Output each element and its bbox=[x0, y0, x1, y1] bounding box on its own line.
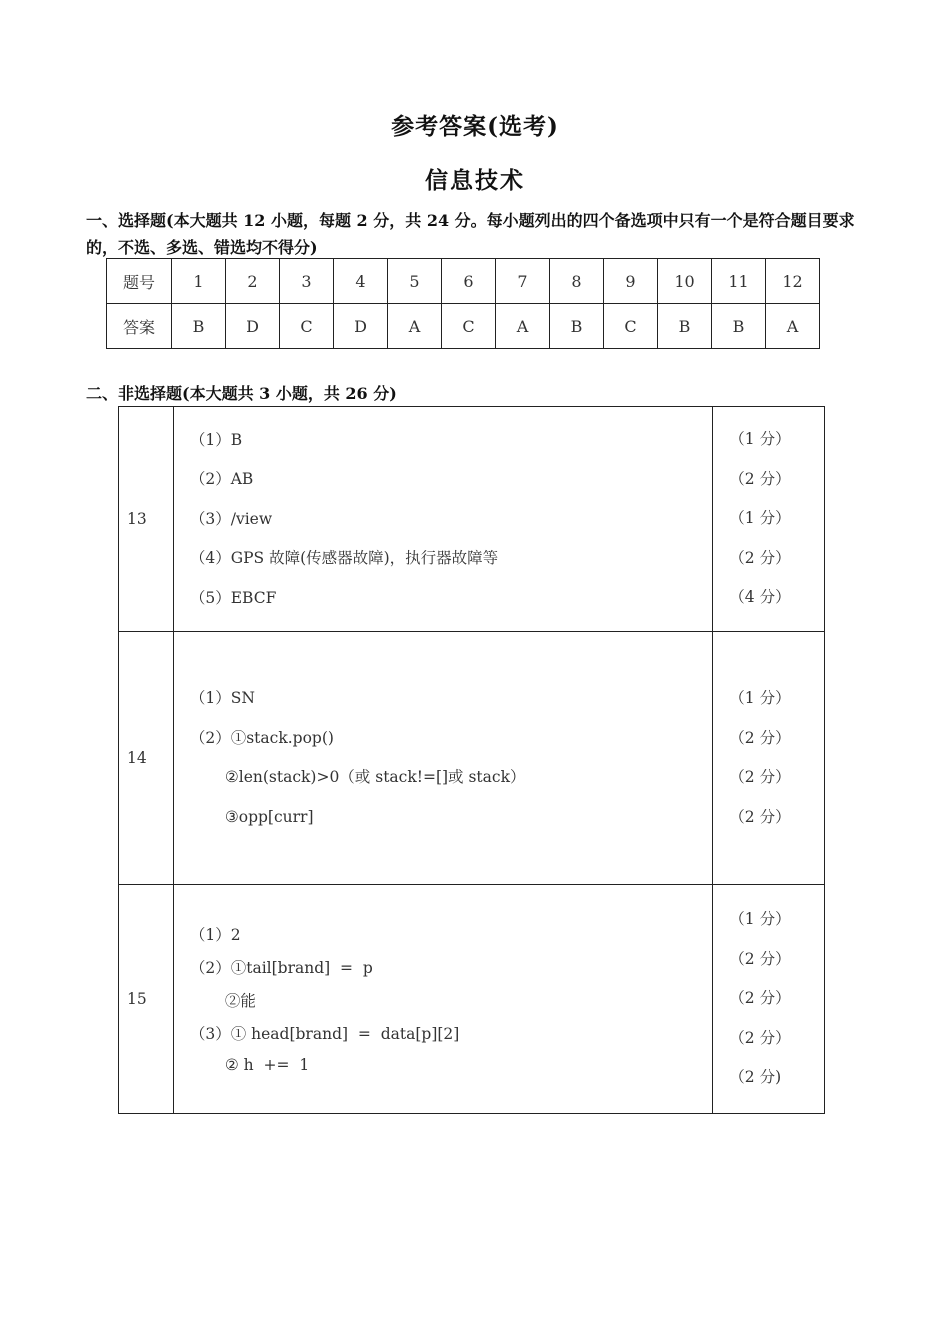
score-label: （1 分） bbox=[729, 509, 791, 528]
answer-row bbox=[107, 304, 820, 349]
question-number: 11 bbox=[712, 259, 766, 304]
score-label: （1 分） bbox=[729, 689, 791, 707]
score-label: （2 分） bbox=[729, 728, 791, 747]
answer-line: （1）2 bbox=[189, 926, 241, 944]
answer-cell: B bbox=[550, 304, 604, 349]
score-label: （1 分） bbox=[729, 430, 791, 449]
answer-line: （4）GPS 故障(传感器故障)，执行器故障等 bbox=[189, 549, 499, 568]
question-number: 14 bbox=[119, 632, 174, 885]
score-label: （2 分） bbox=[729, 1028, 791, 1047]
answer-content bbox=[173, 632, 712, 885]
answer-line: ②len(stack)>0（或 stack!=[]或 stack） bbox=[224, 768, 526, 786]
answer-content bbox=[173, 407, 712, 632]
score-label: （2 分） bbox=[729, 768, 791, 786]
question-row-15 bbox=[119, 885, 825, 1114]
question-number: 15 bbox=[119, 885, 174, 1114]
answer-content bbox=[173, 885, 712, 1114]
answer-line: （2）AB bbox=[189, 470, 254, 489]
question-number: 9 bbox=[604, 259, 658, 304]
question-number: 8 bbox=[550, 259, 604, 304]
question-number: 2 bbox=[226, 259, 280, 304]
subject-title: 信息技术 bbox=[425, 167, 525, 194]
answer-line: （5）EBCF bbox=[189, 588, 277, 607]
answer-cell: C bbox=[442, 304, 496, 349]
score-label: （2 分) bbox=[729, 1068, 782, 1087]
question-number: 1 bbox=[172, 259, 226, 304]
question-number: 7 bbox=[496, 259, 550, 304]
answer-line: （3）/view bbox=[189, 509, 273, 528]
row-label-number: 题号 bbox=[107, 259, 172, 304]
answer-line: ② h += 1 bbox=[224, 1056, 310, 1074]
question-number: 4 bbox=[334, 259, 388, 304]
question-number: 12 bbox=[766, 259, 820, 304]
question-number: 13 bbox=[119, 407, 174, 632]
answer-cell: A bbox=[388, 304, 442, 349]
answer-cell: C bbox=[604, 304, 658, 349]
answer-cell: D bbox=[334, 304, 388, 349]
answer-line: ③opp[curr] bbox=[224, 807, 314, 826]
score-label: （2 分） bbox=[729, 807, 791, 826]
section1-heading: 一、选择题(本大题共 12 小题，每题 2 分，共 24 分。每小题列出的四个备选项中只有一个是符合题目要求的，不选、多选、错选均不得分) bbox=[86, 211, 855, 257]
score-column bbox=[713, 632, 825, 885]
score-label: （1 分） bbox=[729, 910, 791, 929]
row-label-answer: 答案 bbox=[107, 304, 172, 349]
score-label: （2 分） bbox=[729, 989, 791, 1008]
question-number-row bbox=[107, 259, 820, 304]
answer-cell: C bbox=[280, 304, 334, 349]
question-number: 5 bbox=[388, 259, 442, 304]
answer-cell: A bbox=[766, 304, 820, 349]
answer-cell: A bbox=[496, 304, 550, 349]
answer-cell: B bbox=[172, 304, 226, 349]
score-label: （2 分） bbox=[729, 548, 791, 567]
question-number: 6 bbox=[442, 259, 496, 304]
question-number: 10 bbox=[658, 259, 712, 304]
score-label: （4 分） bbox=[729, 588, 791, 607]
page-title: 参考答案(选考) bbox=[391, 113, 559, 140]
question-row-14 bbox=[119, 632, 825, 885]
answer-cell: B bbox=[712, 304, 766, 349]
answer-cell: B bbox=[658, 304, 712, 349]
score-label: （2 分） bbox=[729, 469, 791, 488]
answer-line: ②能 bbox=[224, 992, 256, 1010]
score-column bbox=[713, 885, 825, 1114]
score-column bbox=[713, 407, 825, 632]
question-number: 3 bbox=[280, 259, 334, 304]
answer-line: （3）① head[brand] = data[p][2] bbox=[189, 1025, 460, 1043]
free-response-table bbox=[118, 406, 825, 1114]
score-label: （2 分） bbox=[729, 949, 791, 968]
answer-line: （1）SN bbox=[189, 689, 255, 707]
question-row-13 bbox=[119, 407, 825, 632]
answer-cell: D bbox=[226, 304, 280, 349]
section2-heading: 二、非选择题(本大题共 3 小题，共 26 分) bbox=[86, 384, 397, 403]
multiple-choice-table bbox=[106, 258, 820, 349]
answer-line: （2）①stack.pop() bbox=[189, 728, 334, 747]
answer-line: （1）B bbox=[189, 430, 243, 449]
answer-line: （2）①tail[brand] = p bbox=[189, 959, 373, 977]
